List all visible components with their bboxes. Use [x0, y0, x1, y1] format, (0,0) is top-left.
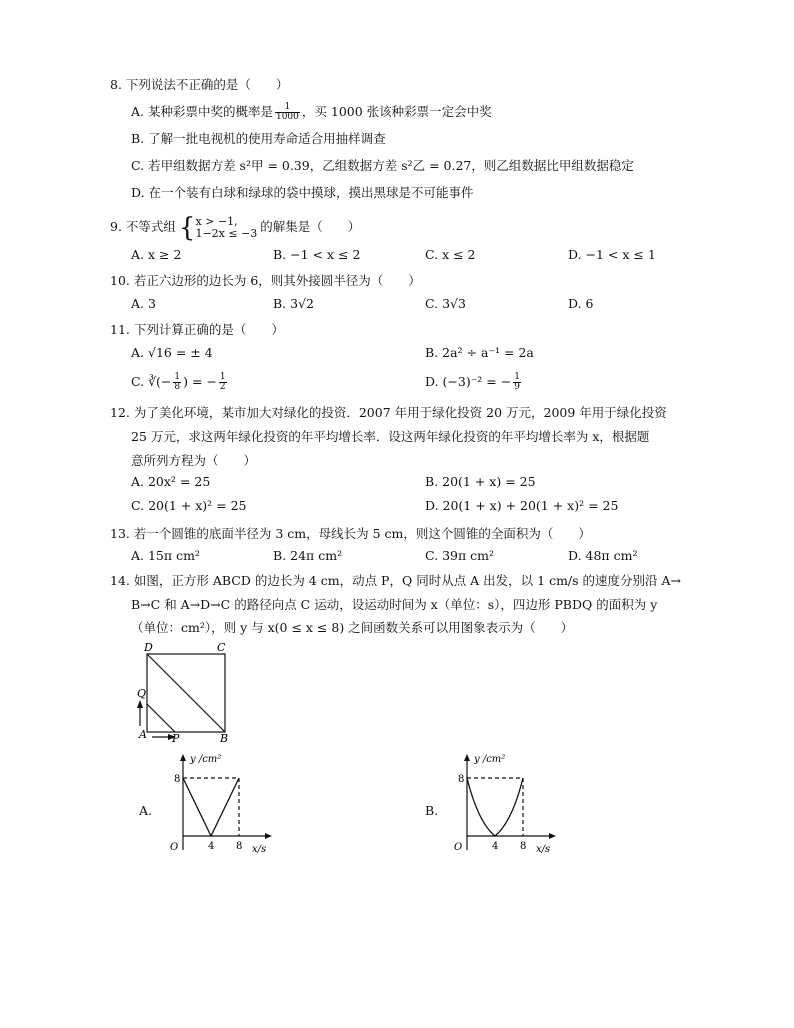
- q11-stem: 11. 下列计算正确的是（ ）: [110, 322, 284, 337]
- q11-option-a: A. √16 = ± 4: [131, 345, 213, 360]
- frac-num: 1: [275, 103, 300, 113]
- q9-option-d: D. −1 < x ≤ 1: [568, 247, 656, 262]
- q13-option-b: B. 24π cm²: [273, 548, 343, 563]
- q14-line1: 14. 如图，正方形 ABCD 的边长为 4 cm，动点 P，Q 同时从点 A 出发，以 1 cm/s 的速度分别沿 A→: [110, 573, 681, 588]
- frac-den: 9: [514, 382, 520, 392]
- q13-option-d: D. 48π cm²: [568, 548, 638, 563]
- q9-inequality-system: { x > −1, 1−2x ≤ −3: [178, 212, 258, 243]
- segment-qp: [147, 704, 175, 732]
- graph-b-curve: [467, 778, 523, 836]
- frac-num: 1: [174, 372, 181, 382]
- q11-c-frac2: [219, 373, 227, 392]
- q9-option-c: C. x ≤ 2: [425, 247, 476, 262]
- q9-stem: [110, 212, 361, 243]
- label-d: D: [144, 641, 153, 654]
- q10-stem: 10. 若正六边形的边长为 6，则其外接圆半径为（ ）: [110, 273, 421, 288]
- graph-b-x8: 8: [520, 841, 527, 852]
- graph-a-origin: O: [170, 842, 179, 853]
- graph-b-y-arrow-icon: [464, 754, 470, 761]
- q13-option-a: A. 15π cm²: [131, 548, 200, 563]
- label-c: C: [217, 641, 226, 654]
- q12-option-c: C. 20(1 + x)² = 25: [131, 498, 247, 513]
- q11-c-frac1: [173, 373, 181, 392]
- q8-option-c: C. 若甲组数据方差 s²甲 = 0.39，乙组数据方差 s²乙 = 0.27，则乙组数据比甲组数据稳定: [131, 158, 634, 173]
- q12-option-a: A. 20x² = 25: [131, 474, 211, 489]
- q8-option-d: D. 在一个装有白球和绿球的袋中摸球，摸出黑球是不可能事件: [131, 185, 474, 200]
- graph-a-ylabel: y /cm²: [190, 754, 222, 765]
- frac-num: 1: [514, 372, 520, 382]
- q12-option-d: D. 20(1 + x) + 20(1 + x)² = 25: [425, 498, 619, 513]
- q13-stem: 13. 若一个圆锥的底面半径为 3 cm，母线长为 5 cm，则这个圆锥的全面积为（ ）: [110, 526, 591, 541]
- q11-d-pre: D. (−3)⁻² = −: [425, 374, 512, 389]
- label-b: B: [220, 732, 229, 743]
- q9-stem-pre: 9. 不等式组: [110, 219, 176, 234]
- graph-a-x4: 4: [208, 841, 215, 852]
- label-a: A: [139, 728, 147, 741]
- q9-stem-post: 的解集是（ ）: [260, 219, 361, 234]
- q9-option-b: B. −1 < x ≤ 2: [273, 247, 361, 262]
- q11-c-pre: C. ∛(−: [131, 374, 172, 389]
- label-p: P: [172, 732, 180, 743]
- q11-d-frac: [513, 373, 521, 392]
- q8-option-a-text: A. 某种彩票中奖的概率是: [131, 104, 273, 119]
- q10-option-b: B. 3√2: [273, 296, 315, 311]
- q11-option-b: B. 2a² ÷ a⁻¹ = 2a: [425, 345, 534, 360]
- q9-row2: 1−2x ≤ −3: [195, 226, 258, 240]
- q8-option-a-tail: ，买 1000 张该种彩票一定会中奖: [301, 104, 492, 119]
- q12-option-b: B. 20(1 + x) = 25: [425, 474, 536, 489]
- graph-a-y8: 8: [174, 774, 181, 785]
- q11-option-d: [425, 371, 523, 393]
- q11-c-mid: ) = −: [183, 374, 217, 389]
- arrow-up-head-icon: [137, 700, 143, 708]
- frac-den: 2: [219, 382, 226, 392]
- q8-fraction: [275, 103, 300, 122]
- q9-option-a: A. x ≥ 2: [131, 247, 182, 262]
- q14-line2: B→C 和 A→D→C 的路径向点 C 运动，设运动时间为 x（单位：s），四边形 PBDQ 的面积为 y: [131, 597, 658, 612]
- q10-option-d: D. 6: [568, 296, 594, 311]
- graph-b-origin: O: [454, 842, 463, 853]
- graph-a-curve: [183, 778, 239, 836]
- graph-b-option: B.: [425, 803, 439, 818]
- q14-line3: （单位：cm²），则 y 与 x(0 ≤ x ≤ 8) 之间函数关系可以用图象表示为（ ）: [131, 620, 574, 635]
- graph-a-xlabel: x/s: [252, 844, 267, 855]
- q9-row1: x > −1,: [195, 214, 238, 228]
- graph-a-x-arrow-icon: [265, 833, 272, 839]
- q10-option-c: C. 3√3: [425, 296, 466, 311]
- graph-b-xlabel: x/s: [536, 844, 551, 855]
- q14-square-figure: [130, 638, 240, 743]
- graph-a-option: A.: [139, 803, 153, 818]
- graph-b: [444, 750, 564, 860]
- graph-b-x4: 4: [492, 841, 499, 852]
- q12-line1: 12. 为了美化环境，某市加大对绿化的投资．2007 年用于绿化投资 20 万元，2009 年用于绿化投资: [110, 405, 667, 420]
- graph-a-x8: 8: [236, 841, 243, 852]
- q12-line2: 25 万元，求这两年绿化投资的年平均增长率．设这两年绿化投资的年平均增长率为 x，根据题: [131, 429, 650, 444]
- frac-num: 1: [219, 372, 226, 382]
- label-q: Q: [137, 687, 147, 700]
- graph-b-y8: 8: [458, 774, 465, 785]
- graph-a: [160, 750, 280, 860]
- graph-a-y-arrow-icon: [180, 754, 186, 761]
- q10-option-a: A. 3: [131, 296, 156, 311]
- q11-option-c: [131, 371, 229, 393]
- graph-b-x-arrow-icon: [549, 833, 556, 839]
- frac-den: 1000: [275, 112, 299, 122]
- q8-option-a: [131, 103, 492, 122]
- frac-den: 8: [174, 382, 181, 392]
- q13-option-c: C. 39π cm²: [425, 548, 495, 563]
- q12-line3: 意所列方程为（ ）: [131, 453, 257, 468]
- q8-stem: 8. 下列说法不正确的是（ ）: [110, 77, 289, 92]
- graph-b-ylabel: y /cm²: [474, 754, 506, 765]
- q8-option-b: B. 了解一批电视机的使用寿命适合用抽样调查: [131, 131, 386, 146]
- diagonal-db: [147, 654, 225, 732]
